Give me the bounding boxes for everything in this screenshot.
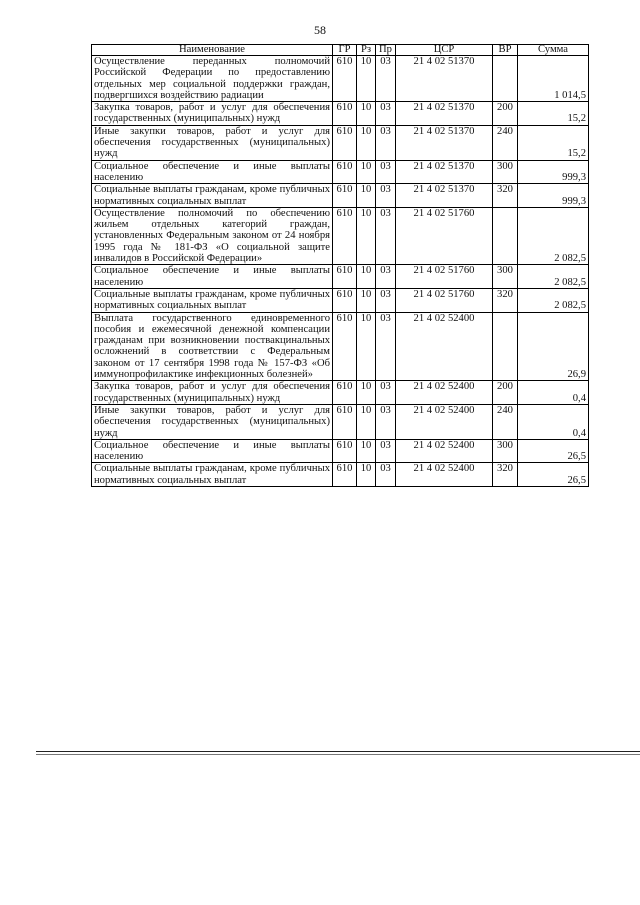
row-pr-cell: 03	[376, 160, 396, 184]
header-csr: ЦСР	[396, 45, 493, 56]
row-pr-cell: 03	[376, 102, 396, 126]
row-pr-cell: 03	[376, 463, 396, 487]
row-rz-cell: 10	[357, 56, 376, 102]
row-vr-cell: 240	[493, 404, 518, 439]
row-name-cell: Социальные выплаты гражданам, кроме публичных нормативных социальных выплат	[92, 463, 333, 487]
row-pr-cell: 03	[376, 265, 396, 289]
row-csr-cell: 21 4 02 51370	[396, 184, 493, 208]
row-rz-cell: 10	[357, 184, 376, 208]
header-pr: Пр	[376, 45, 396, 56]
row-sum-cell: 0,4	[518, 381, 589, 405]
table-row	[92, 312, 589, 381]
row-name-cell: Иные закупки товаров, работ и услуг для обеспечения государственных (муниципальных) нужд	[92, 125, 333, 160]
table-header-row	[92, 45, 589, 56]
row-rz-cell: 10	[357, 381, 376, 405]
row-csr-cell: 21 4 02 51370	[396, 125, 493, 160]
row-sum-cell: 26,5	[518, 439, 589, 463]
table-row	[92, 207, 589, 264]
header-sum: Сумма	[518, 45, 589, 56]
row-rz-cell: 10	[357, 288, 376, 312]
row-sum-cell: 999,3	[518, 160, 589, 184]
row-rz-cell: 10	[357, 404, 376, 439]
row-gr-cell: 610	[333, 288, 357, 312]
row-gr-cell: 610	[333, 439, 357, 463]
row-rz-cell: 10	[357, 102, 376, 126]
row-csr-cell: 21 4 02 51370	[396, 102, 493, 126]
row-name-cell: Социальное обеспечение и иные выплаты населению	[92, 265, 333, 289]
budget-table	[91, 44, 589, 487]
table-row	[92, 160, 589, 184]
row-name-cell: Осуществление полномочий по обеспечению жильем отдельных категорий граждан, установленных Федеральным законом от 24 ноября 1995 года № 181-ФЗ «О социальной защите инвалидов в Российской Федерации»	[92, 207, 333, 264]
row-pr-cell: 03	[376, 381, 396, 405]
row-name-cell: Социальные выплаты гражданам, кроме публичных нормативных социальных выплат	[92, 184, 333, 208]
row-rz-cell: 10	[357, 265, 376, 289]
row-gr-cell: 610	[333, 404, 357, 439]
row-vr-cell: 320	[493, 288, 518, 312]
row-sum-cell: 0,4	[518, 404, 589, 439]
header-name: Наименование	[92, 45, 333, 56]
row-pr-cell: 03	[376, 404, 396, 439]
row-gr-cell: 610	[333, 381, 357, 405]
row-sum-cell: 1 014,5	[518, 56, 589, 102]
row-sum-cell: 2 082,5	[518, 288, 589, 312]
table-row	[92, 463, 589, 487]
row-name-cell: Закупка товаров, работ и услуг для обеспечения государственных (муниципальных) нужд	[92, 381, 333, 405]
row-rz-cell: 10	[357, 439, 376, 463]
row-name-cell: Социальное обеспечение и иные выплаты населению	[92, 439, 333, 463]
footer-divider	[36, 751, 640, 752]
table-row	[92, 184, 589, 208]
row-csr-cell: 21 4 02 52400	[396, 439, 493, 463]
row-vr-cell: 200	[493, 102, 518, 126]
row-csr-cell: 21 4 02 52400	[396, 404, 493, 439]
header-rz: Рз	[357, 45, 376, 56]
row-vr-cell	[493, 207, 518, 264]
row-sum-cell: 999,3	[518, 184, 589, 208]
row-gr-cell: 610	[333, 312, 357, 381]
row-gr-cell: 610	[333, 463, 357, 487]
header-gr: ГР	[333, 45, 357, 56]
row-gr-cell: 610	[333, 160, 357, 184]
row-rz-cell: 10	[357, 207, 376, 264]
row-vr-cell: 240	[493, 125, 518, 160]
table-row	[92, 102, 589, 126]
row-sum-cell: 15,2	[518, 125, 589, 160]
row-rz-cell: 10	[357, 160, 376, 184]
row-csr-cell: 21 4 02 52400	[396, 381, 493, 405]
row-csr-cell: 21 4 02 51760	[396, 207, 493, 264]
row-sum-cell: 15,2	[518, 102, 589, 126]
row-name-cell: Социальное обеспечение и иные выплаты населению	[92, 160, 333, 184]
row-name-cell: Иные закупки товаров, работ и услуг для обеспечения государственных (муниципальных) нужд	[92, 404, 333, 439]
row-vr-cell: 300	[493, 160, 518, 184]
row-gr-cell: 610	[333, 125, 357, 160]
row-pr-cell: 03	[376, 184, 396, 208]
row-name-cell: Выплата государственного единовременного пособия и ежемесячной денежной компенсации гражданам при возникновении поствакцинальных осложнений в соответствии с Федеральным законом от 17 сентября 1998 года № 157-ФЗ «Об иммунопрофилактике инфекционных болезней»	[92, 312, 333, 381]
row-sum-cell: 26,9	[518, 312, 589, 381]
row-vr-cell: 300	[493, 265, 518, 289]
row-vr-cell	[493, 56, 518, 102]
table-row	[92, 439, 589, 463]
table-row	[92, 404, 589, 439]
row-csr-cell: 21 4 02 51760	[396, 288, 493, 312]
row-pr-cell: 03	[376, 56, 396, 102]
row-vr-cell: 200	[493, 381, 518, 405]
row-pr-cell: 03	[376, 312, 396, 381]
row-name-cell: Закупка товаров, работ и услуг для обеспечения государственных (муниципальных) нужд	[92, 102, 333, 126]
row-pr-cell: 03	[376, 207, 396, 264]
row-vr-cell	[493, 312, 518, 381]
row-pr-cell: 03	[376, 288, 396, 312]
row-rz-cell: 10	[357, 125, 376, 160]
row-name-cell: Осуществление переданных полномочий Российской Федерации по предоставлению отдельных мер социальной поддержки граждан, подвергшихся воздействию радиации	[92, 56, 333, 102]
row-csr-cell: 21 4 02 52400	[396, 463, 493, 487]
table-row	[92, 265, 589, 289]
row-csr-cell: 21 4 02 52400	[396, 312, 493, 381]
row-name-cell: Социальные выплаты гражданам, кроме публичных нормативных социальных выплат	[92, 288, 333, 312]
row-sum-cell: 26,5	[518, 463, 589, 487]
row-gr-cell: 610	[333, 207, 357, 264]
row-csr-cell: 21 4 02 51760	[396, 265, 493, 289]
row-rz-cell: 10	[357, 312, 376, 381]
row-vr-cell: 320	[493, 184, 518, 208]
page-number: 58	[314, 23, 326, 37]
header-vr: ВР	[493, 45, 518, 56]
table-row	[92, 381, 589, 405]
row-gr-cell: 610	[333, 184, 357, 208]
row-csr-cell: 21 4 02 51370	[396, 56, 493, 102]
row-sum-cell: 2 082,5	[518, 207, 589, 264]
row-pr-cell: 03	[376, 125, 396, 160]
footer-divider-secondary	[36, 754, 640, 755]
row-gr-cell: 610	[333, 56, 357, 102]
row-csr-cell: 21 4 02 51370	[396, 160, 493, 184]
row-sum-cell: 2 082,5	[518, 265, 589, 289]
table-row	[92, 125, 589, 160]
row-gr-cell: 610	[333, 265, 357, 289]
table-row	[92, 56, 589, 102]
row-vr-cell: 320	[493, 463, 518, 487]
row-gr-cell: 610	[333, 102, 357, 126]
table-body	[92, 56, 589, 487]
row-pr-cell: 03	[376, 439, 396, 463]
row-vr-cell: 300	[493, 439, 518, 463]
table-row	[92, 288, 589, 312]
row-rz-cell: 10	[357, 463, 376, 487]
